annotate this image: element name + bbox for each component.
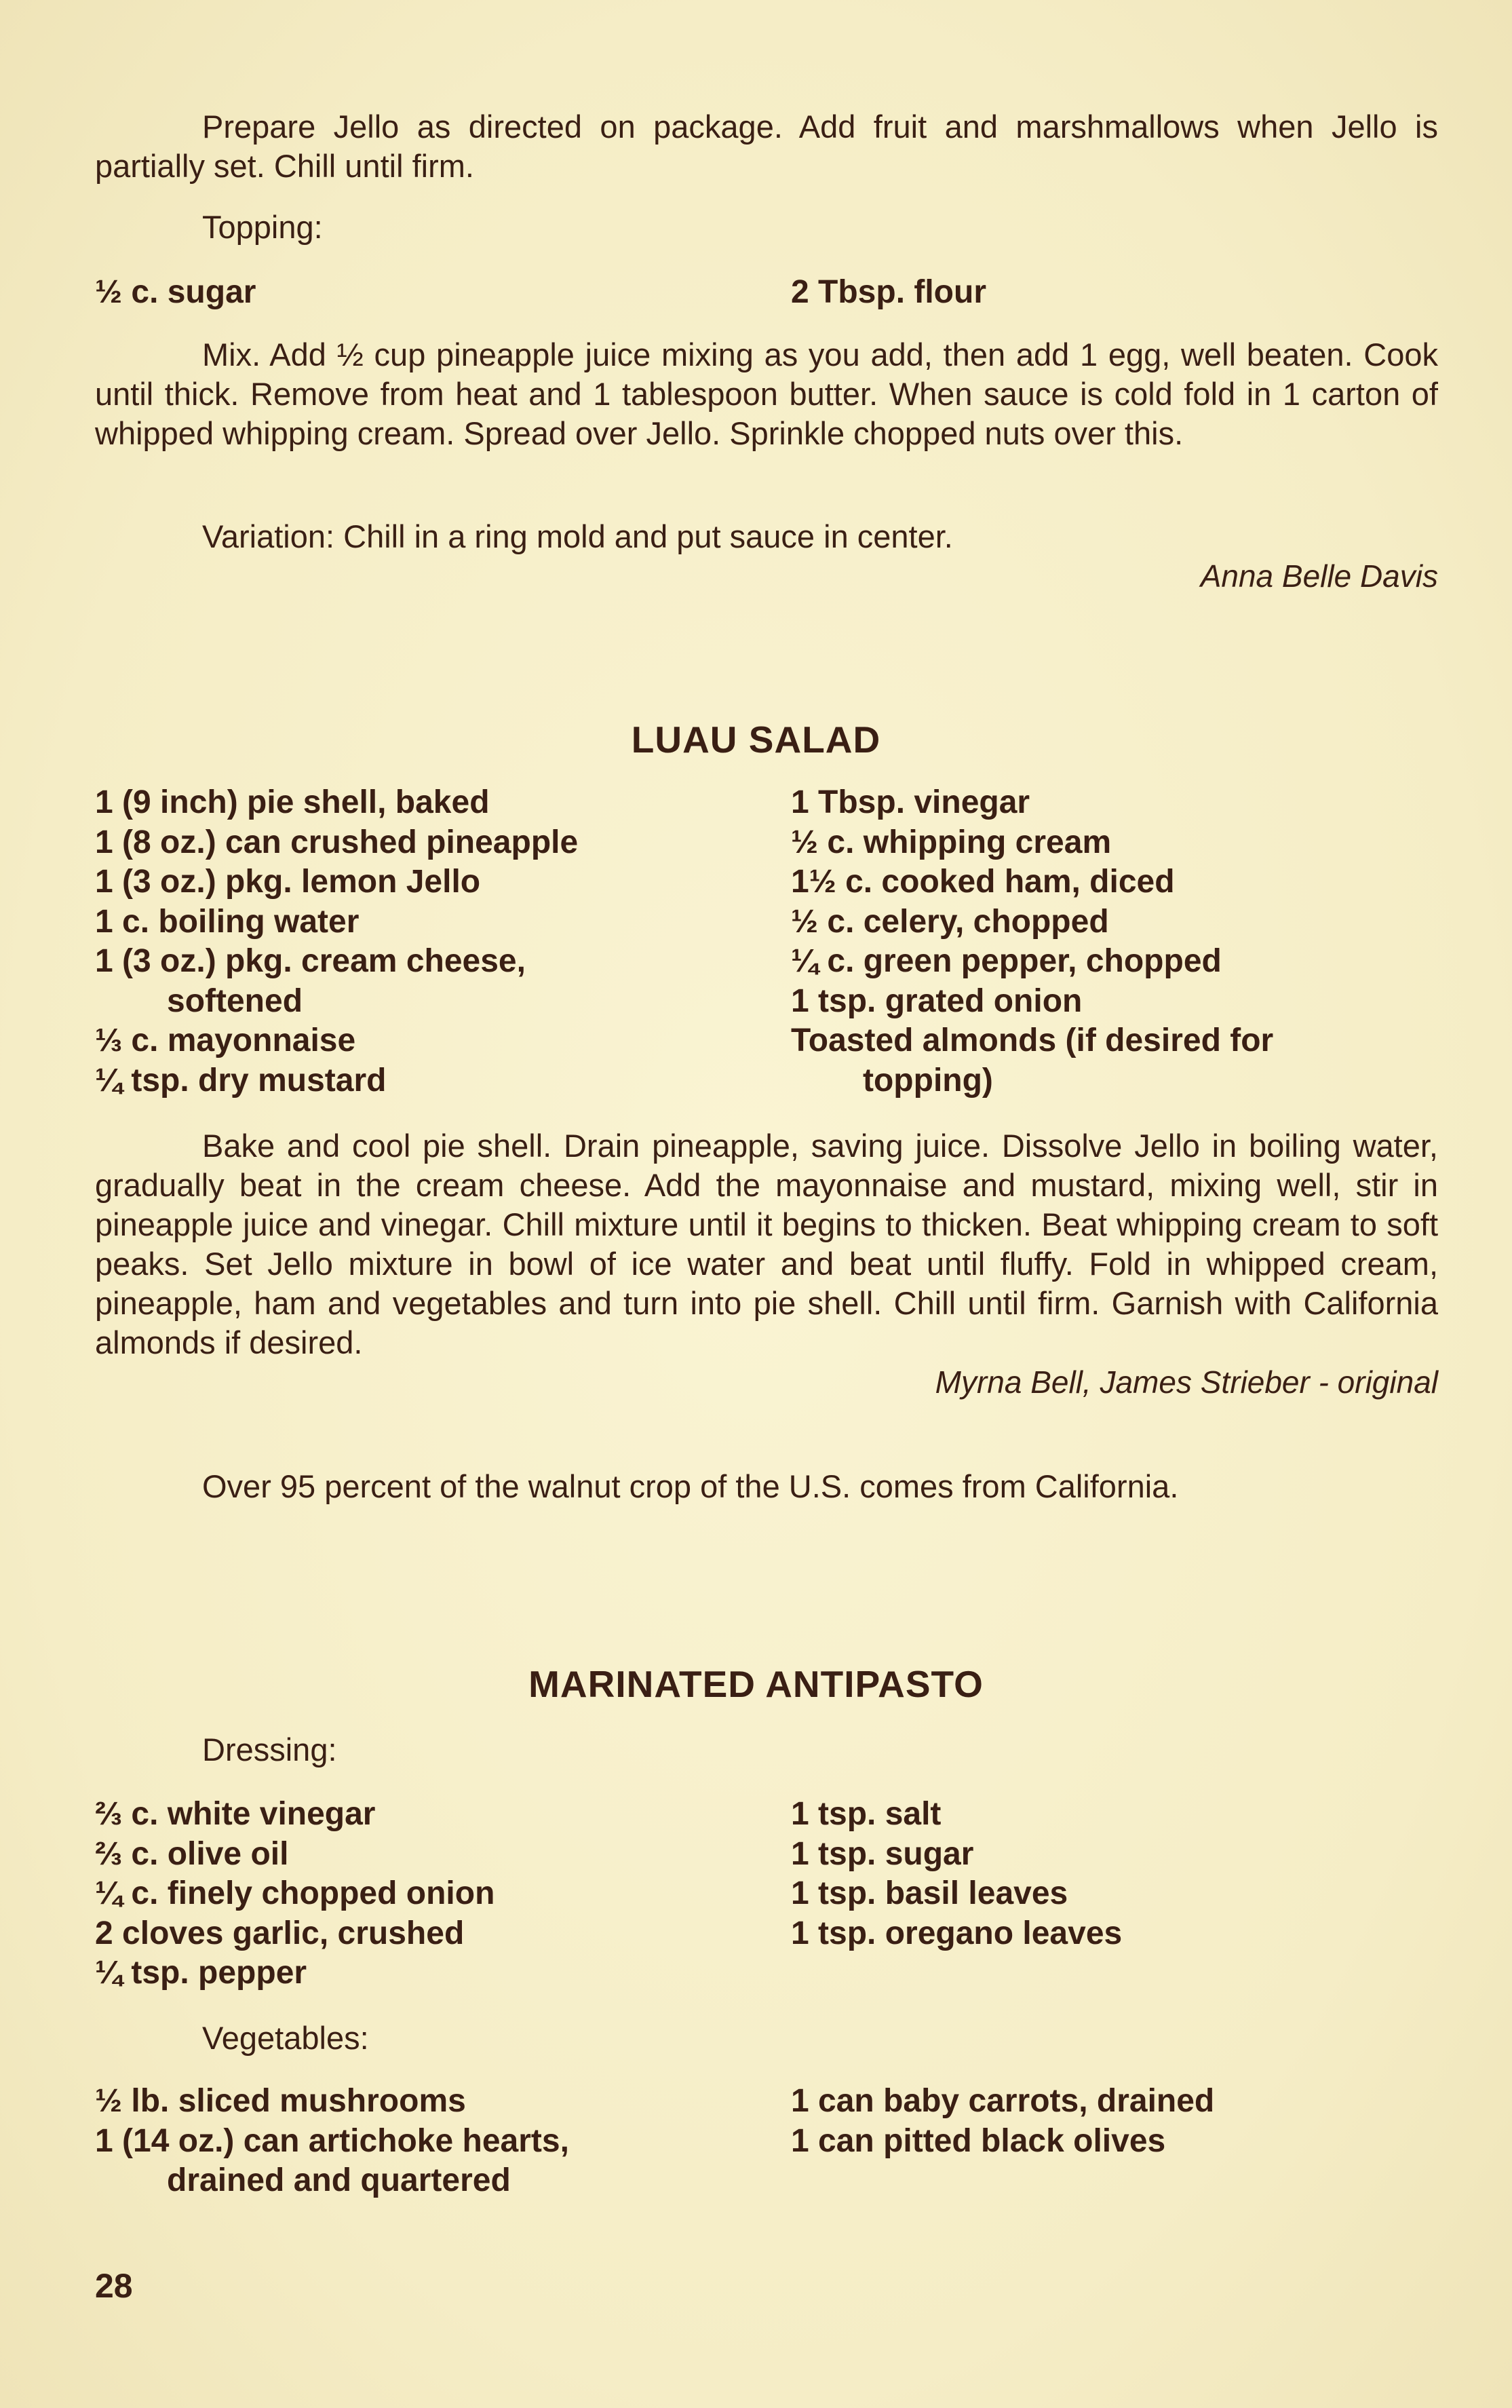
topping-label [95, 208, 1438, 247]
ingredient-item [95, 902, 791, 942]
ingredient-item [95, 2122, 791, 2201]
ingredient-item [95, 1061, 791, 1101]
ingredient-item: ¼ c. finely chopped onion [95, 1875, 495, 1911]
luau-ingredients [95, 783, 1438, 1101]
ingredient-item: 1 tsp. oregano leaves [791, 1915, 1123, 1951]
luau-ingredients-left [95, 783, 791, 1101]
vegetable-ingredients-left [95, 2082, 791, 2201]
intro-section [95, 107, 1438, 186]
ingredient-text: 1 (9 inch) pie shell, baked [95, 784, 490, 820]
ingredient-text: 1 tsp. grated onion [791, 982, 1083, 1019]
luau-ingredients-right [791, 783, 1435, 1101]
ingredient-text: 1½ c. cooked ham, diced [791, 864, 1175, 900]
topping-ingredients-right [791, 273, 1435, 313]
ingredient-item [791, 1021, 1435, 1101]
ingredient-text: 1 (3 oz.) pkg. lemon Jello [95, 864, 481, 900]
recipe-credit: Anna Belle Davis [1200, 558, 1438, 594]
ingredient-text: Toasted almonds (if desired for [791, 1023, 1274, 1058]
ingredient-item [791, 902, 1435, 942]
ingredient-item [95, 2082, 791, 2122]
ingredient-text: 1 (3 oz.) pkg. cream cheese, [95, 943, 526, 979]
ingredient-item [95, 1021, 791, 1061]
dressing-label [95, 1730, 1438, 1770]
ingredient-item [791, 2082, 1435, 2122]
vegetables-label-text: Vegetables: [202, 2020, 369, 2056]
ingredient-item [95, 823, 791, 863]
ingredient-item [791, 823, 1435, 863]
walnut-fact: Over 95 percent of the walnut crop of the U.S. comes from California. [202, 1468, 1179, 1504]
vegetable-ingredients-right [791, 2082, 1435, 2201]
ingredient-text: 1 can pitted black olives [791, 2122, 1166, 2159]
antipasto-title: MARINATED ANTIPASTO [528, 1663, 984, 1705]
dressing-label-text: Dressing: [202, 1732, 337, 1767]
topping-method [95, 335, 1438, 453]
ingredient-item [791, 783, 1435, 823]
ingredient-item: 2 Tbsp. flour [791, 274, 986, 310]
ingredient-item: ⅔ c. olive oil [95, 1835, 289, 1872]
ingredient-item [95, 942, 791, 1021]
topping-label-text: Topping: [202, 209, 323, 245]
ingredient-continuation: softened [167, 982, 303, 1019]
ingredient-item [95, 783, 791, 823]
variation-text: Variation: Chill in a ring mold and put sauce in center. [202, 518, 953, 554]
page-number: 28 [95, 2267, 133, 2305]
ingredient-item: 1 tsp. basil leaves [791, 1875, 1068, 1911]
fact-section [95, 1467, 1438, 1506]
ingredient-text: 1 can baby carrots, drained [791, 2083, 1215, 2119]
ingredient-item: 1 tsp. sugar [791, 1835, 974, 1872]
luau-credit: Myrna Bell, James Strieber - original [935, 1364, 1438, 1400]
ingredient-item [95, 862, 791, 902]
dressing-ingredients [95, 1795, 1438, 1993]
luau-method-paragraph: Bake and cool pie shell. Drain pineapple, saving juice. Dissolve Jello in boiling water, gradually beat in the cream cheese. Add the mayonnaise and mustard, mixing well, stir in pineapple juice and vinegar. Chill mixture until it begins to thicken. Beat whipping cream to soft peaks. Set Jello mixture in bowl of ice water and beat until fluffy. Fold in whipped cream, pineapple, ham and vegetables and turn into pie shell. Chill until firm. Garnish with California almonds if desired. [95, 1128, 1438, 1360]
ingredient-text: ¼ c. green pepper, chopped [791, 943, 1222, 979]
vegetable-ingredients [95, 2082, 1438, 2201]
ingredient-text: 1 Tbsp. vinegar [791, 784, 1030, 820]
ingredient-text: ½ lb. sliced mushrooms [95, 2083, 466, 2119]
luau-method [95, 1126, 1438, 1402]
ingredient-text: 1 (14 oz.) can artichoke hearts, [95, 2122, 569, 2159]
luau-salad-title: LUAU SALAD [631, 719, 881, 761]
ingredient-text: ½ c. whipping cream [791, 824, 1112, 860]
topping-method-paragraph: Mix. Add ½ cup pineapple juice mixing as you add, then add 1 egg, well beaten. Cook until thick. Remove from heat and 1 tablespoon butter. When sauce is cold fold in 1 carton of whipped whipping cream. Spread over Jello. Sprinkle chopped nuts over this. [95, 337, 1438, 451]
ingredient-text: 1 c. boiling water [95, 903, 360, 940]
ingredient-text: ½ c. celery, chopped [791, 903, 1109, 940]
ingredient-item: 1 tsp. salt [791, 1796, 942, 1832]
topping-ingredients [95, 273, 1438, 313]
ingredient-text: 1 (8 oz.) can crushed pineapple [95, 824, 579, 860]
intro-paragraph: Prepare Jello as directed on package. Add fruit and marshmallows when Jello is partially set. Chill until firm. [95, 109, 1438, 184]
ingredient-text: ⅓ c. mayonnaise [95, 1023, 356, 1058]
ingredient-continuation: topping) [863, 1062, 993, 1098]
ingredient-item [791, 942, 1435, 982]
ingredient-item: ¼ tsp. pepper [95, 1955, 307, 1991]
vegetables-label [95, 2019, 1438, 2058]
ingredient-item [791, 2122, 1435, 2162]
topping-ingredients-left [95, 273, 791, 313]
dressing-ingredients-right [791, 1795, 1435, 1993]
ingredient-item [791, 862, 1435, 902]
variation-section [95, 517, 1438, 596]
ingredient-continuation: drained and quartered [167, 2162, 511, 2198]
ingredient-item: ½ c. sugar [95, 274, 256, 310]
ingredient-item: 2 cloves garlic, crushed [95, 1915, 465, 1951]
ingredient-text: ¼ tsp. dry mustard [95, 1062, 387, 1098]
ingredient-item: ⅔ c. white vinegar [95, 1796, 376, 1832]
dressing-ingredients-left [95, 1795, 791, 1993]
ingredient-item [791, 982, 1435, 1022]
